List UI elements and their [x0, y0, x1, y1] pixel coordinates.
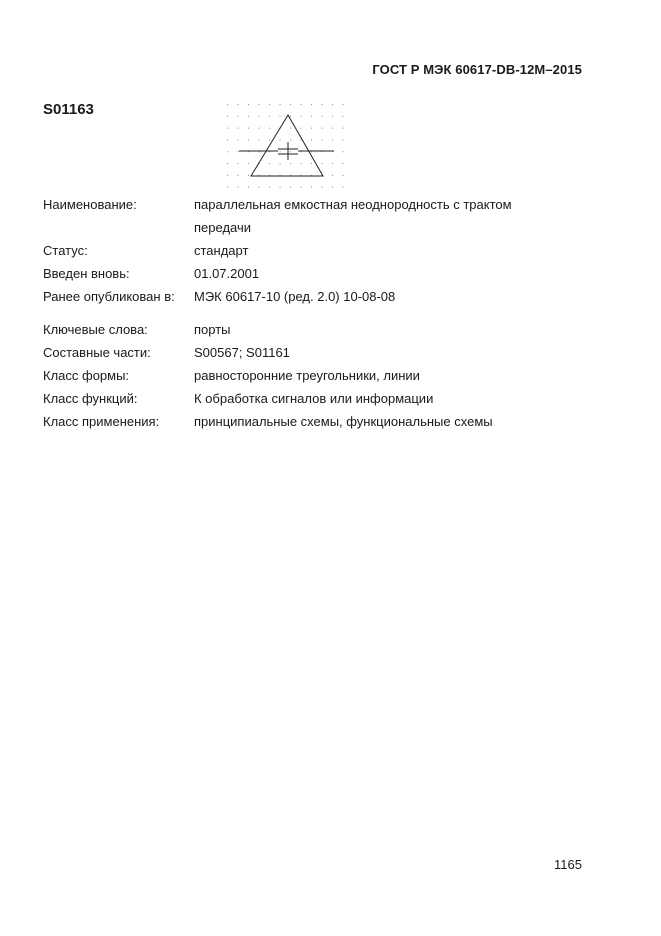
grid-dot [280, 139, 281, 140]
field-label: Составные части: [43, 345, 151, 360]
grid-dot [311, 187, 312, 188]
grid-dot [227, 175, 228, 176]
grid-dot [290, 151, 291, 152]
grid-dot [290, 163, 291, 164]
symbol-code: S01163 [43, 101, 94, 118]
grid-dot [269, 128, 270, 129]
grid-dot [332, 104, 333, 105]
grid-dot [343, 163, 344, 164]
field-value: стандарт [194, 243, 249, 258]
grid-dot [280, 151, 281, 152]
grid-dot [238, 151, 239, 152]
grid-dot [238, 139, 239, 140]
grid-dot [332, 128, 333, 129]
grid-dot [322, 139, 323, 140]
field-label: Введен вновь: [43, 266, 130, 281]
grid-dot [280, 104, 281, 105]
field-label: Ключевые слова: [43, 322, 148, 337]
grid-dot [332, 175, 333, 176]
grid-dot [290, 104, 291, 105]
grid-dot [269, 116, 270, 117]
grid-dot [343, 128, 344, 129]
grid-dot [343, 139, 344, 140]
grid-dot [280, 187, 281, 188]
grid-dot [248, 163, 249, 164]
grid-dot [259, 139, 260, 140]
grid-dot [227, 128, 228, 129]
document-header: ГОСТ Р МЭК 60617-DB-12M–2015 [372, 62, 582, 77]
grid-dot [343, 104, 344, 105]
grid-dot [248, 175, 249, 176]
grid-dot [311, 104, 312, 105]
grid-dot [269, 163, 270, 164]
grid-dot [227, 104, 228, 105]
grid-dot [322, 128, 323, 129]
field-value: принципиальные схемы, функциональные схемы [194, 414, 493, 429]
grid-dot [332, 116, 333, 117]
grid-dot [290, 187, 291, 188]
grid-dot [238, 128, 239, 129]
grid-dot [311, 163, 312, 164]
field-label: Класс функций: [43, 391, 138, 406]
grid-dot [301, 104, 302, 105]
grid-dot [269, 104, 270, 105]
grid-dot [301, 187, 302, 188]
field-label: Наименование: [43, 197, 137, 212]
grid-dot [280, 163, 281, 164]
grid-dot [227, 139, 228, 140]
grid-dot [301, 116, 302, 117]
grid-dot [301, 139, 302, 140]
grid-dot [301, 128, 302, 129]
grid-dot [238, 163, 239, 164]
grid-dot [322, 163, 323, 164]
grid-dot [248, 187, 249, 188]
grid-dot [343, 175, 344, 176]
grid-dot [311, 116, 312, 117]
grid-dot [269, 187, 270, 188]
grid-dot [322, 104, 323, 105]
grid-dot [280, 116, 281, 117]
grid-dot [332, 139, 333, 140]
grid-dot [238, 187, 239, 188]
field-value: К обработка сигналов или информации [194, 391, 434, 406]
grid-dot [248, 116, 249, 117]
field-value: 01.07.2001 [194, 266, 260, 281]
field-value: равносторонние треугольники, линии [194, 368, 420, 383]
field-value: передачи [194, 220, 252, 235]
grid-dot [332, 187, 333, 188]
grid-dot [259, 104, 260, 105]
field-value: параллельная емкостная неоднородность с трактом [194, 197, 512, 212]
grid-dot [311, 128, 312, 129]
grid-dot [227, 116, 228, 117]
grid-dot [259, 187, 260, 188]
page-number: 1165 [554, 857, 582, 872]
grid-dot [290, 116, 291, 117]
grid-dot [290, 139, 291, 140]
grid-dot [238, 116, 239, 117]
grid-dot [311, 139, 312, 140]
capacitive-discontinuity-triangle-icon [224, 101, 350, 191]
grid-dot [269, 139, 270, 140]
grid-dot [301, 163, 302, 164]
symbol-triangle [251, 115, 323, 176]
grid-dot [259, 128, 260, 129]
grid-dot [343, 151, 344, 152]
grid-dot [248, 128, 249, 129]
grid-dot [343, 116, 344, 117]
field-value: порты [194, 322, 231, 337]
grid-dot [238, 104, 239, 105]
field-label: Класс формы: [43, 368, 130, 383]
field-label: Ранее опубликован в: [43, 289, 175, 304]
grid-dot [227, 151, 228, 152]
field-value: S00567; S01161 [194, 345, 290, 360]
grid-dot [259, 116, 260, 117]
grid-dot [322, 116, 323, 117]
grid-dot [238, 175, 239, 176]
grid-dot [322, 187, 323, 188]
grid-dot [227, 187, 228, 188]
field-value: МЭК 60617-10 (ред. 2.0) 10-08-08 [194, 289, 396, 304]
grid-dot [248, 139, 249, 140]
grid-dot [343, 187, 344, 188]
symbol-grid [227, 104, 344, 188]
grid-dot [227, 163, 228, 164]
grid-dot [332, 163, 333, 164]
grid-dot [248, 104, 249, 105]
grid-dot [290, 128, 291, 129]
field-label: Класс применения: [43, 414, 160, 429]
field-label: Статус: [43, 243, 88, 258]
